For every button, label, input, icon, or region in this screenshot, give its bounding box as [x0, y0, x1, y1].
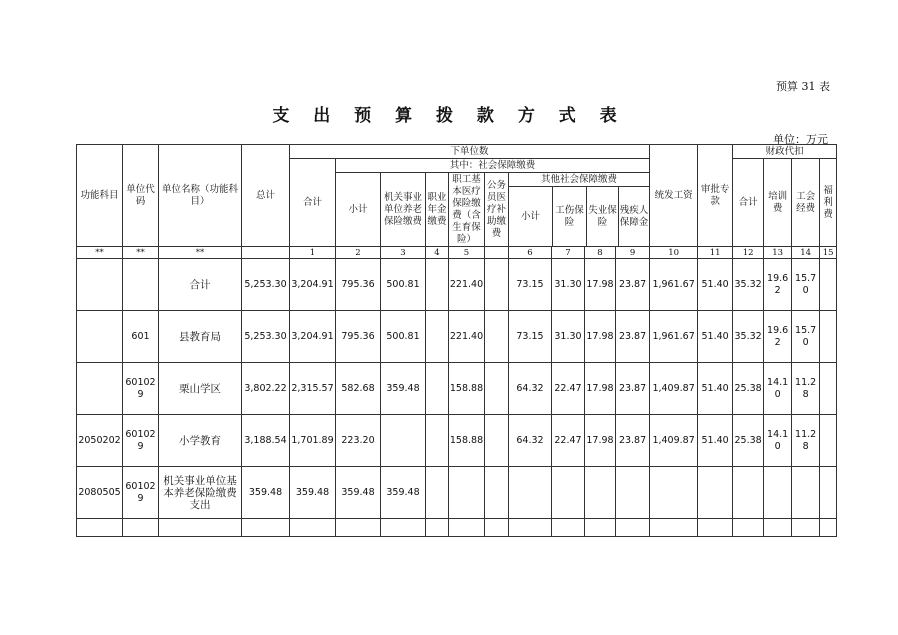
cell-injury: 22.47: [552, 363, 585, 415]
cell-name: 县教育局: [159, 311, 242, 363]
header-unit-name: 单位名称（功能科目）: [159, 145, 242, 247]
empty-cell: [290, 519, 336, 537]
index-cell: 13: [764, 247, 792, 259]
cell-name: 小学教育: [159, 415, 242, 467]
cell-func: [77, 311, 123, 363]
cell-medical: 221.40: [449, 259, 485, 311]
header-fin-sum: 合计: [733, 159, 764, 247]
cell-salary: 1,961.67: [650, 311, 698, 363]
cell-union: [792, 467, 820, 519]
cell-sub: 795.36: [336, 259, 381, 311]
table-row: [77, 363, 837, 415]
header-other-subtotal: 小计: [509, 187, 553, 246]
cell-salary: 1,409.87: [650, 415, 698, 467]
index-cell: **: [159, 247, 242, 259]
index-cell: 6: [509, 247, 552, 259]
cell-osub: 73.15: [509, 259, 552, 311]
empty-cell: [616, 519, 650, 537]
cell-medical: 158.88: [449, 363, 485, 415]
page-title: 支 出 预 算 拨 款 方 式 表: [272, 106, 626, 126]
cell-training: 14.10: [764, 363, 792, 415]
cell-code: [123, 259, 159, 311]
cell-sub: 582.68: [336, 363, 381, 415]
index-cell: **: [77, 247, 123, 259]
index-cell: **: [123, 247, 159, 259]
cell-injury: 31.30: [552, 259, 585, 311]
index-cell: 2: [336, 247, 381, 259]
index-cell: 9: [616, 247, 650, 259]
table-row: [77, 311, 837, 363]
empty-cell: [123, 519, 159, 537]
cell-sum: 359.48: [290, 467, 336, 519]
cell-sum: 2,315.57: [290, 363, 336, 415]
header-civil-medical: 公务员医疗补助缴费: [485, 173, 509, 247]
cell-medical: 158.88: [449, 415, 485, 467]
empty-cell: [336, 519, 381, 537]
cell-name: 合计: [159, 259, 242, 311]
header-unemployment: 失业保险: [587, 187, 619, 246]
header-medical: 职工基本医疗保险缴费（含生育保险）: [449, 173, 485, 247]
header-salary: 统发工资: [650, 145, 698, 247]
cell-total: 5,253.30: [242, 311, 290, 363]
cell-injury: 22.47: [552, 415, 585, 467]
index-cell: 11: [698, 247, 733, 259]
cell-union: 11.28: [792, 363, 820, 415]
budget-table: [76, 144, 837, 537]
table-row: [77, 415, 837, 467]
cell-sum: 1,701.89: [290, 415, 336, 467]
header-sum: 合计: [290, 159, 336, 247]
index-cell: 12: [733, 247, 764, 259]
index-cell: 1: [290, 247, 336, 259]
cell-pension: [381, 415, 426, 467]
empty-cell: [650, 519, 698, 537]
cell-pension: 359.48: [381, 467, 426, 519]
cell-disab: 23.87: [616, 259, 650, 311]
cell-union: 15.70: [792, 311, 820, 363]
empty-cell: [77, 519, 123, 537]
header-row-1: [77, 145, 837, 159]
cell-fsum: [733, 467, 764, 519]
cell-total: 359.48: [242, 467, 290, 519]
index-row: [77, 247, 837, 259]
cell-welfare: [820, 415, 837, 467]
index-cell: 15: [820, 247, 837, 259]
cell-union: 11.28: [792, 415, 820, 467]
cell-pension: 500.81: [381, 259, 426, 311]
cell-annuity: [426, 259, 449, 311]
empty-cell: [159, 519, 242, 537]
header-union: 工会经费: [792, 159, 820, 247]
index-cell: 10: [650, 247, 698, 259]
index-cell: 7: [552, 247, 585, 259]
empty-cell: [820, 519, 837, 537]
header-welfare: 福利费: [820, 159, 837, 247]
header-pension: 机关事业单位养老保险缴费: [381, 173, 426, 247]
header-unit-code: 单位代码: [123, 145, 159, 247]
header-social-security: 其中：社会保障缴费: [336, 159, 650, 173]
cell-medical: [449, 467, 485, 519]
cell-func: [77, 259, 123, 311]
index-cell: 3: [381, 247, 426, 259]
empty-cell: [792, 519, 820, 537]
cell-training: 14.10: [764, 415, 792, 467]
cell-sum: 3,204.91: [290, 259, 336, 311]
index-cell: [242, 247, 290, 259]
header-disability: 残疾人保障金: [619, 204, 649, 228]
cell-fsum: 35.32: [733, 259, 764, 311]
cell-approved: 51.40: [698, 415, 733, 467]
cell-civil: [485, 363, 509, 415]
cell-annuity: [426, 415, 449, 467]
cell-name: 机关事业单位基本养老保险缴费支出: [159, 467, 242, 519]
cell-welfare: [820, 467, 837, 519]
cell-code: 601029: [123, 415, 159, 467]
header-subtotal: 小计: [336, 173, 381, 247]
table-row: [77, 259, 837, 311]
cell-func: 2050202: [77, 415, 123, 467]
cell-salary: 1,961.67: [650, 259, 698, 311]
index-cell: 14: [792, 247, 820, 259]
cell-sub: 795.36: [336, 311, 381, 363]
index-cell: [485, 247, 509, 259]
empty-cell: [426, 519, 449, 537]
cell-func: 2080505: [77, 467, 123, 519]
header-approved: 审批专款: [698, 145, 733, 247]
cell-annuity: [426, 363, 449, 415]
header-injury: 工伤保险: [553, 187, 587, 246]
cell-pension: 359.48: [381, 363, 426, 415]
header-func-code: 功能科目: [77, 145, 123, 247]
cell-training: [764, 467, 792, 519]
index-cell: 4: [426, 247, 449, 259]
unit-label: 单位：万元: [773, 133, 828, 146]
empty-cell: [585, 519, 616, 537]
cell-code: 601029: [123, 363, 159, 415]
cell-approved: [698, 467, 733, 519]
cell-code: 601029: [123, 467, 159, 519]
cell-salary: [650, 467, 698, 519]
cell-welfare: [820, 259, 837, 311]
cell-osub: 64.32: [509, 363, 552, 415]
cell-unemp: [585, 467, 616, 519]
cell-name: 栗山学区: [159, 363, 242, 415]
cell-salary: 1,409.87: [650, 363, 698, 415]
cell-welfare: [820, 311, 837, 363]
header-other-social-cols: [509, 187, 649, 246]
empty-cell: [698, 519, 733, 537]
cell-sub: 359.48: [336, 467, 381, 519]
empty-cell: [485, 519, 509, 537]
cell-fsum: 25.38: [733, 415, 764, 467]
header-other-social-group: [509, 173, 650, 247]
empty-cell: [733, 519, 764, 537]
cell-osub: [509, 467, 552, 519]
cell-unemp: 17.98: [585, 259, 616, 311]
empty-row: [77, 519, 837, 537]
cell-disab: 23.87: [616, 415, 650, 467]
cell-total: 5,253.30: [242, 259, 290, 311]
empty-cell: [449, 519, 485, 537]
header-other-social: 其他社会保障缴费: [509, 173, 649, 187]
cell-medical: 221.40: [449, 311, 485, 363]
index-cell: 8: [585, 247, 616, 259]
cell-disab: [616, 467, 650, 519]
header-total: 总计: [242, 145, 290, 247]
cell-civil: [485, 415, 509, 467]
cell-injury: 31.30: [552, 311, 585, 363]
cell-injury: [552, 467, 585, 519]
empty-cell: [381, 519, 426, 537]
cell-training: 19.62: [764, 259, 792, 311]
empty-cell: [242, 519, 290, 537]
cell-fsum: 35.32: [733, 311, 764, 363]
cell-sum: 3,204.91: [290, 311, 336, 363]
cell-disab: 23.87: [616, 363, 650, 415]
cell-civil: [485, 259, 509, 311]
header-finance: 财政代扣: [733, 145, 837, 159]
cell-approved: 51.40: [698, 363, 733, 415]
cell-total: 3,802.22: [242, 363, 290, 415]
empty-cell: [552, 519, 585, 537]
empty-cell: [764, 519, 792, 537]
cell-total: 3,188.54: [242, 415, 290, 467]
index-cell: 5: [449, 247, 485, 259]
cell-annuity: [426, 467, 449, 519]
cell-civil: [485, 467, 509, 519]
cell-func: [77, 363, 123, 415]
empty-cell: [509, 519, 552, 537]
cell-civil: [485, 311, 509, 363]
cell-sub: 223.20: [336, 415, 381, 467]
cell-disab: 23.87: [616, 311, 650, 363]
header-annuity: 职业年金缴费: [426, 173, 449, 247]
cell-welfare: [820, 363, 837, 415]
cell-code: 601: [123, 311, 159, 363]
cell-osub: 73.15: [509, 311, 552, 363]
cell-unemp: 17.98: [585, 415, 616, 467]
cell-unemp: 17.98: [585, 311, 616, 363]
table-row: [77, 467, 837, 519]
header-lower-units: 下单位数: [290, 145, 650, 159]
cell-training: 19.62: [764, 311, 792, 363]
table-number: 预算 31 表: [776, 80, 830, 93]
header-training: 培训费: [764, 159, 792, 247]
cell-approved: 51.40: [698, 311, 733, 363]
cell-unemp: 17.98: [585, 363, 616, 415]
cell-union: 15.70: [792, 259, 820, 311]
cell-annuity: [426, 311, 449, 363]
cell-approved: 51.40: [698, 259, 733, 311]
cell-osub: 64.32: [509, 415, 552, 467]
cell-fsum: 25.38: [733, 363, 764, 415]
cell-pension: 500.81: [381, 311, 426, 363]
